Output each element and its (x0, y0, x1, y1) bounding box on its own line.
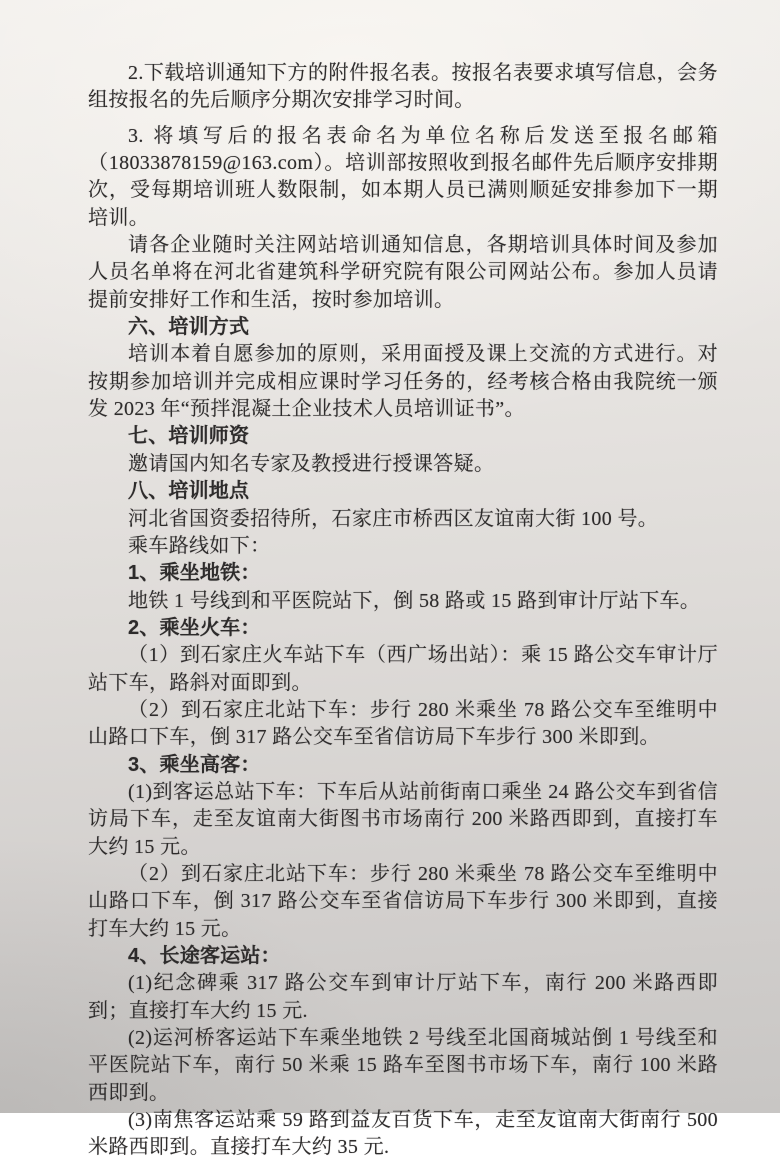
section-heading: 3、乘坐高客： (128, 753, 261, 776)
paragraph: 河北省国资委招待所，石家庄市桥西区友谊南大街 100 号。 (128, 507, 659, 530)
section-heading: 2、乘坐火车： (128, 616, 261, 639)
section-heading: 七、培训师资 (128, 425, 250, 448)
paragraph: 乘车路线如下： (128, 534, 271, 557)
section-heading: 1、乘坐地铁： (128, 562, 261, 585)
paragraph: 请各企业随时关注网站培训通知信息，各期培训具体时间及参加人员名单将在河北省建筑科学研究院有限公司网站公布。参加人员请提前安排好工作和生活，按时参加培训。 (88, 234, 718, 311)
paragraph: 2.下载培训通知下方的附件报名表。按报名表要求填写信息，会务组按报名的先后顺序分期次安排学习时间。 (88, 62, 718, 112)
paragraph: (1)纪念碑乘 317 路公交车到审计厅站下车，南行 200 米路西即到；直接打车大约 15 元. (88, 972, 718, 1022)
paragraph: (2)运河桥客运站下车乘坐地铁 2 号线至北国商城站倒 1 号线至和平医院站下车，南行 50 米乘 15 路车至图书市场下车，南行 100 米路西即到。 (88, 1027, 718, 1104)
paragraph: （2）到石家庄北站下车：步行 280 米乘坐 78 路公交车至维明中山路口下车，倒 317 路公交车至省信访局下车步行 300 米即到，直接打车大约 15 元。 (88, 862, 718, 940)
paragraph: （1）到石家庄火车站下车（西广场出站）：乘 15 路公交车审计厅站下车，路斜对面即到。 (88, 644, 718, 694)
paragraph: 邀请国内知名专家及教授进行授课答疑。 (128, 452, 495, 475)
section-heading: 八、培训地点 (128, 480, 250, 503)
section-heading: 六、培训方式 (128, 316, 250, 339)
paragraph: 3. 将填写后的报名表命名为单位名称后发送至报名邮箱（18033878159@163.com）。培训部按照收到报名邮件先后顺序安排期次，受每期培训班人数限制，如本期人员已满则顺延安排参加下一期培训。 (88, 124, 718, 229)
paragraph: (3)南焦客运站乘 59 路到益友百货下车，走至友谊南大街南行 500 米路西即到。直接打车大约 35 元. (88, 1109, 718, 1159)
section-heading: 4、长途客运站： (128, 945, 281, 967)
paragraph: 地铁 1 号线到和平医院站下，倒 58 路或 15 路到审计厅站下车。 (128, 589, 701, 612)
paragraph: 培训本着自愿参加的原则，采用面授及课上交流的方式进行。对按期参加培训并完成相应课时学习任务的，经考核合格由我院统一颁发 2023 年“预拌混凝土企业技术人员培训证书”。 (88, 343, 718, 421)
paragraph: （2）到石家庄北站下车：步行 280 米乘坐 78 路公交车至维明中山路口下车，倒 317 路公交车至省信访局下车步行 300 米即到。 (88, 698, 718, 749)
document-body (88, 60, 718, 1162)
paragraph: (1)到客运总站下车：下车后从站前街南口乘坐 24 路公交车到省信访局下车，走至友谊南大街图书市场南行 200 米路西即到，直接打车大约 15 元。 (88, 780, 718, 858)
